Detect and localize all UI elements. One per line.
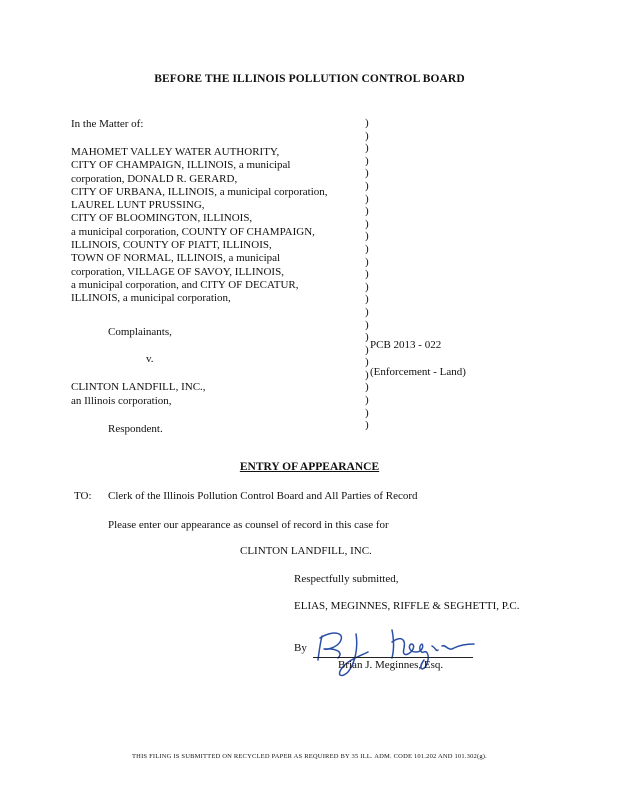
- caption-paren: ): [365, 356, 369, 369]
- caption-paren: ): [365, 205, 369, 218]
- caption-paren: ): [365, 154, 369, 167]
- client-name: CLINTON LANDFILL, INC.: [240, 545, 372, 557]
- caption-paren: ): [365, 381, 369, 394]
- respondent-description: an Illinois corporation,: [71, 395, 172, 407]
- caption-paren: ): [365, 192, 369, 205]
- caption-paren-column: [365, 117, 369, 432]
- complainant-line: CITY OF CHAMPAIGN, ILLINOIS, a municipal: [71, 159, 291, 172]
- complainant-line: corporation, VILLAGE OF SAVOY, ILLINOIS,: [71, 265, 284, 278]
- in-the-matter: In the Matter of:: [71, 118, 144, 130]
- caption-paren: ): [365, 268, 369, 281]
- caption-paren: ): [365, 343, 369, 356]
- complainant-line: a municipal corporation, and CITY OF DECATUR,: [71, 278, 299, 291]
- complainant-line: CITY OF URBANA, ILLINOIS, a municipal corporation,: [71, 185, 328, 198]
- complainant-line: MAHOMET VALLEY WATER AUTHORITY,: [71, 146, 280, 158]
- caption-left-column: [71, 118, 143, 131]
- caption-paren: ): [365, 255, 369, 268]
- caption-paren: ): [365, 217, 369, 230]
- case-number: PCB 2013 - 022: [370, 339, 442, 351]
- caption-paren: ): [365, 167, 369, 180]
- caption-paren: ): [365, 129, 369, 142]
- caption-paren: ): [365, 142, 369, 155]
- handwritten-signature: [308, 622, 483, 684]
- document-title: BEFORE THE ILLINOIS POLLUTION CONTROL BOARD: [154, 73, 465, 85]
- caption-paren: ): [365, 305, 369, 318]
- body-text: Please enter our appearance as counsel of record in this case for: [108, 519, 389, 531]
- caption-paren: ): [365, 280, 369, 293]
- by-label: By: [294, 642, 307, 654]
- complainants-label: Complainants,: [108, 326, 172, 338]
- entry-title: ENTRY OF APPEARANCE: [239, 461, 380, 473]
- signature-line: [313, 657, 473, 658]
- caption-paren: ): [365, 179, 369, 192]
- to-label: TO:: [74, 490, 92, 502]
- complainant-line: corporation, DONALD R. GERARD,: [71, 172, 238, 185]
- caption-paren: ): [365, 419, 369, 432]
- complainants-list: [71, 146, 328, 306]
- complainant-line: ILLINOIS, a municipal corporation,: [71, 292, 231, 305]
- complainant-line: LAUREL LUNT PRUSSING,: [71, 199, 205, 212]
- caption-paren: ): [365, 331, 369, 344]
- caption-paren: ): [365, 406, 369, 419]
- complainant-line: CITY OF BLOOMINGTON, ILLINOIS,: [71, 212, 253, 225]
- closing-text: Respectfully submitted,: [294, 573, 399, 585]
- caption-paren: ): [365, 318, 369, 331]
- versus-label: v.: [146, 353, 154, 365]
- law-firm: ELIAS, MEGINNES, RIFFLE & SEGHETTI, P.C.: [294, 600, 520, 612]
- complainant-line: TOWN OF NORMAL, ILLINOIS, a municipal: [71, 252, 281, 265]
- caption-paren: ): [365, 230, 369, 243]
- caption-paren: ): [365, 242, 369, 255]
- signer-name: Brian J. Meginnes, Esq.: [338, 659, 444, 671]
- caption-paren: ): [365, 293, 369, 306]
- complainant-line: a municipal corporation, COUNTY OF CHAMPAIGN,: [71, 225, 315, 238]
- recycled-paper-footer: THIS FILING IS SUBMITTED ON RECYCLED PAPER AS REQUIRED BY 35 ILL. ADM. CODE 101.202 AND 101.302(g).: [132, 753, 487, 760]
- caption-paren: ): [365, 368, 369, 381]
- to-recipient: Clerk of the Illinois Pollution Control Board and All Parties of Record: [108, 490, 418, 502]
- respondent-name: CLINTON LANDFILL, INC.,: [71, 381, 206, 393]
- caption-paren: ): [365, 117, 369, 129]
- caption-paren: ): [365, 394, 369, 407]
- respondent-label: Respondent.: [108, 423, 163, 435]
- case-type: (Enforcement - Land): [370, 366, 466, 378]
- complainant-line: ILLINOIS, COUNTY OF PIATT, ILLINOIS,: [71, 239, 272, 252]
